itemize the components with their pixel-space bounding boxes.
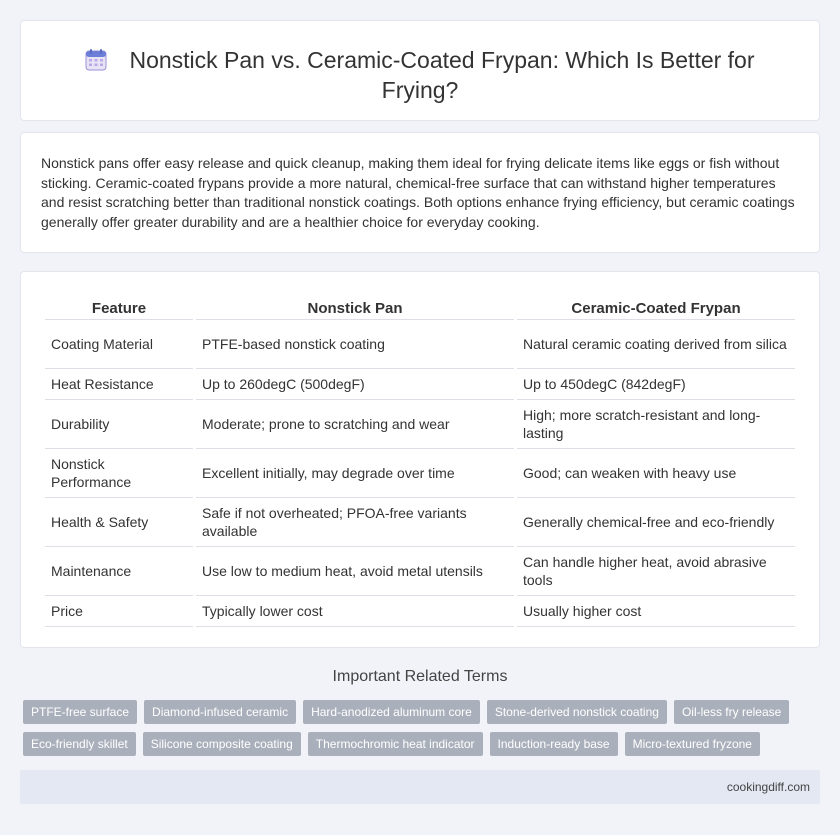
cell-nonstick: Typically lower cost xyxy=(196,596,514,627)
related-tag[interactable]: Silicone composite coating xyxy=(143,732,301,756)
cell-ceramic: Up to 450degC (842degF) xyxy=(517,369,795,400)
cell-nonstick: Moderate; prone to scratching and wear xyxy=(196,400,514,449)
table-row xyxy=(45,547,795,596)
table-row xyxy=(45,596,795,627)
cell-feature: Durability xyxy=(45,400,193,449)
cell-feature: Coating Material xyxy=(45,320,193,369)
related-terms-list xyxy=(23,700,803,764)
comparison-table-card xyxy=(20,271,820,648)
cell-feature: Price xyxy=(45,596,193,627)
related-tag[interactable]: Induction-ready base xyxy=(490,732,618,756)
intro-card xyxy=(20,132,820,253)
header-feature: Feature xyxy=(45,296,193,320)
cell-ceramic: Can handle higher heat, avoid abrasive tools xyxy=(517,547,795,596)
title-card xyxy=(20,20,820,121)
cell-ceramic: Good; can weaken with heavy use xyxy=(517,449,795,498)
cell-nonstick: Up to 260degC (500degF) xyxy=(196,369,514,400)
page-title xyxy=(21,45,819,105)
cell-feature: Health & Safety xyxy=(45,498,193,547)
footer-site-link[interactable]: cookingdiff.com xyxy=(726,780,810,794)
page-title-text: Nonstick Pan vs. Ceramic-Coated Frypan: Which Is Better for Frying? xyxy=(129,47,755,103)
header-nonstick: Nonstick Pan xyxy=(196,296,514,320)
related-tag[interactable]: Micro-textured fryzone xyxy=(625,732,760,756)
table-row xyxy=(45,400,795,449)
cell-ceramic: Generally chemical-free and eco-friendly xyxy=(517,498,795,547)
table-row xyxy=(45,369,795,400)
table-row xyxy=(45,498,795,547)
table-header-row xyxy=(45,296,795,320)
footer xyxy=(20,770,820,804)
comparison-table xyxy=(42,296,798,627)
related-tag[interactable]: Thermochromic heat indicator xyxy=(308,732,483,756)
related-terms-heading: Important Related Terms xyxy=(332,668,508,685)
intro-paragraph: Nonstick pans offer easy release and quick cleanup, making them ideal for frying delicate items like eggs or fish without sticking. Ceramic-coated frypans provide a more natural, chemical-free surface that can withstand higher temperatures and resist scratching better than traditional nonstick coatings. Both options enhance frying efficiency, but ceramic coatings generally offer greater durability and are a healthier choice for everyday cooking. xyxy=(41,155,795,230)
header-ceramic: Ceramic-Coated Frypan xyxy=(517,296,795,320)
cell-feature: Nonstick Performance xyxy=(45,449,193,498)
cell-nonstick: PTFE-based nonstick coating xyxy=(196,320,514,369)
related-tag[interactable]: Diamond-infused ceramic xyxy=(144,700,296,724)
table-row xyxy=(45,449,795,498)
cell-nonstick: Safe if not overheated; PFOA-free variants available xyxy=(196,498,514,547)
cell-nonstick: Excellent initially, may degrade over time xyxy=(196,449,514,498)
cell-ceramic: Usually higher cost xyxy=(517,596,795,627)
cell-nonstick: Use low to medium heat, avoid metal utensils xyxy=(196,547,514,596)
cell-ceramic: Natural ceramic coating derived from silica xyxy=(517,320,795,369)
related-tag[interactable]: Eco-friendly skillet xyxy=(23,732,136,756)
related-tag[interactable]: Hard-anodized aluminum core xyxy=(303,700,480,724)
cell-ceramic: High; more scratch-resistant and long-lasting xyxy=(517,400,795,449)
related-tag[interactable]: Stone-derived nonstick coating xyxy=(487,700,667,724)
calendar-icon xyxy=(85,49,107,71)
related-tag[interactable]: Oil-less fry release xyxy=(674,700,789,724)
cell-feature: Maintenance xyxy=(45,547,193,596)
cell-feature: Heat Resistance xyxy=(45,369,193,400)
table-row xyxy=(45,320,795,369)
related-tag[interactable]: PTFE-free surface xyxy=(23,700,137,724)
